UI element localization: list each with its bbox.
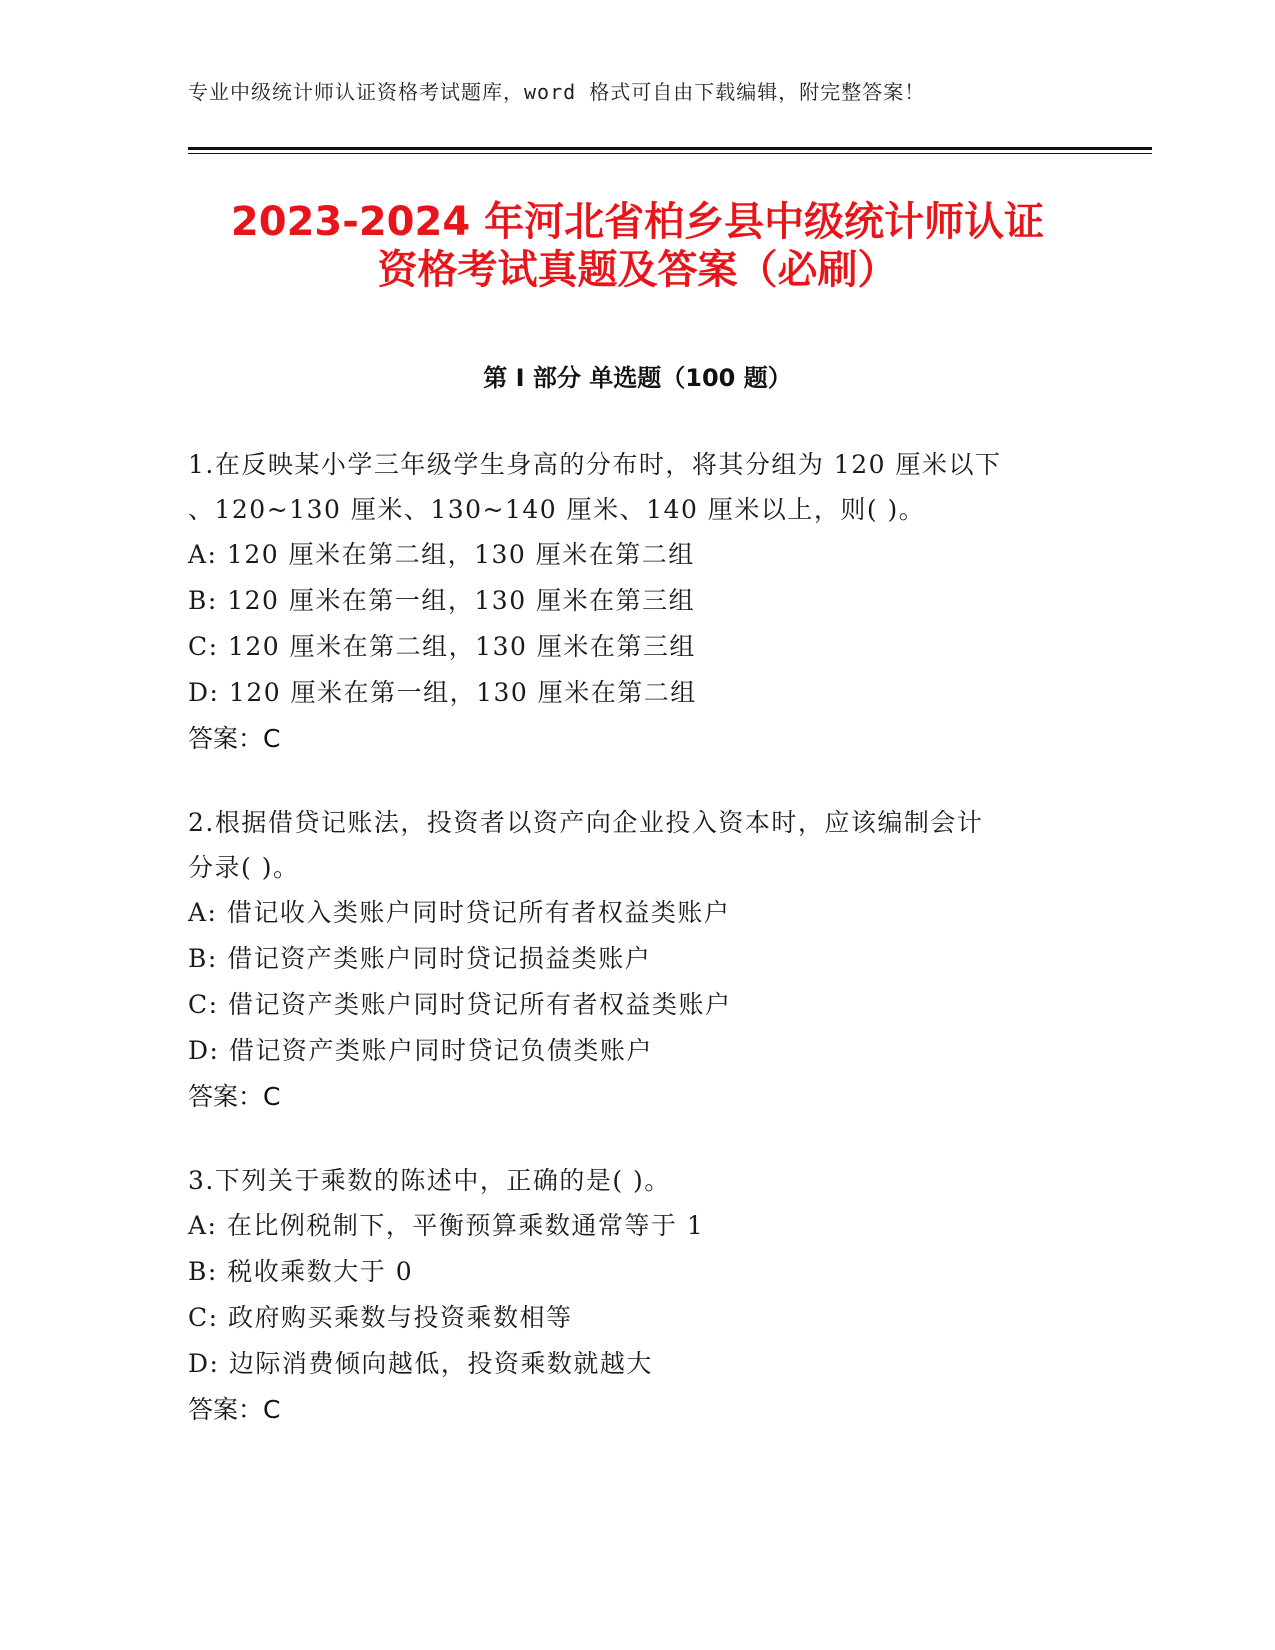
option-a: A: 在比例税制下，平衡预算乘数通常等于 1 (188, 1211, 705, 1240)
section-heading: 第 I 部分 单选题（100 题） (483, 364, 792, 392)
option-d: D: 借记资产类账户同时贷记负债类账户 (188, 1036, 653, 1065)
option-b: B: 借记资产类账户同时贷记损益类账户 (188, 944, 652, 973)
option-d: D: 边际消费倾向越低，投资乘数就越大 (188, 1349, 653, 1378)
question-stem-continued: 分录( )。 (188, 853, 300, 882)
option-c: C: 借记资产类账户同时贷记所有者权益类账户 (188, 990, 732, 1019)
option-c: C: 政府购买乘数与投资乘数相等 (188, 1303, 573, 1332)
question-1 (188, 442, 1068, 762)
question-2 (188, 800, 1068, 1120)
document-title-line-1: 2023-2024 年河北省柏乡县中级统计师认证 (230, 199, 1045, 245)
answer: 答案：C (188, 724, 281, 753)
option-a: A: 借记收入类账户同时贷记所有者权益类账户 (188, 898, 731, 927)
question-stem: 3.下列关于乘数的陈述中，正确的是( )。 (188, 1166, 671, 1195)
question-3 (188, 1158, 1068, 1433)
header-rule-thick (188, 147, 1152, 150)
question-stem: 2.根据借贷记账法，投资者以资产向企业投入资本时，应该编制会计 (188, 808, 984, 837)
question-stem-continued: 、120~130 厘米、130~140 厘米、140 厘米以上，则( )。 (188, 495, 926, 524)
question-stem: 1.在反映某小学三年级学生身高的分布时，将其分组为 120 厘米以下 (188, 450, 1002, 479)
document-title (150, 198, 1125, 294)
question-list (188, 442, 1068, 1471)
answer: 答案：C (188, 1395, 281, 1424)
option-c: C: 120 厘米在第二组，130 厘米在第三组 (188, 632, 696, 661)
option-a: A: 120 厘米在第二组，130 厘米在第二组 (188, 540, 695, 569)
document-title-line-2: 资格考试真题及答案（必刷） (377, 247, 898, 293)
option-d: D: 120 厘米在第一组，130 厘米在第二组 (188, 678, 697, 707)
header-rule-thin (188, 153, 1152, 154)
option-b: B: 税收乘数大于 0 (188, 1257, 414, 1286)
option-b: B: 120 厘米在第一组，130 厘米在第三组 (188, 586, 696, 615)
answer: 答案：C (188, 1082, 281, 1111)
page-header-note: 专业中级统计师认证资格考试题库，word 格式可自由下载编辑，附完整答案！ (188, 80, 926, 104)
